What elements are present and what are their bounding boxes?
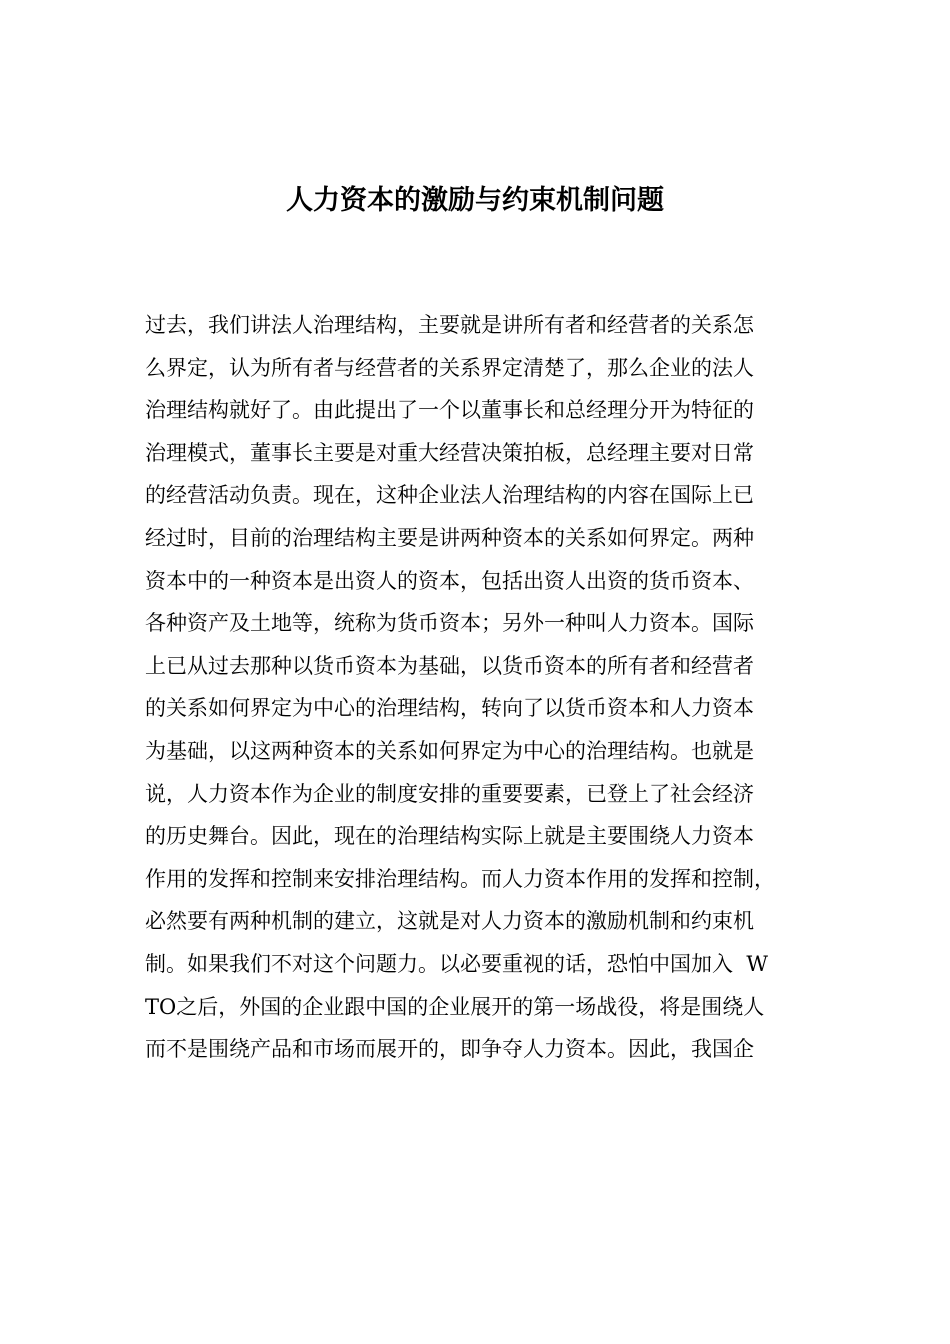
body-line: 必然要有两种机制的建立，这就是对人力资本的激励机制和约束机 (145, 909, 754, 934)
body-line: 治理结构就好了。由此提出了一个以董事长和总经理分开为特征的 (145, 398, 754, 423)
body-line: 的历史舞台。因此，现在的治理结构实际上就是主要围绕人力资本 (145, 824, 754, 849)
body-line: 而不是围绕产品和市场而展开的，即争夺人力资本。因此，我国企 (145, 1037, 754, 1062)
body-line: 资本中的一种资本是出资人的资本，包括出资人出资的货币资本、 (145, 568, 754, 593)
body-line: 么界定，认为所有者与经营者的关系界定清楚了，那么企业的法人 (145, 355, 754, 380)
body-line: TO之后，外国的企业跟中国的企业展开的第一场战役，将是围绕人 (145, 994, 765, 1019)
body-line: 经过时，目前的治理结构主要是讲两种资本的关系如何界定。两种 (145, 525, 754, 550)
body-line: 过去，我们讲法人治理结构，主要就是讲所有者和经营者的关系怎 (145, 313, 754, 337)
body-line: 的关系如何界定为中心的治理结构，转向了以货币资本和人力资本 (145, 696, 754, 721)
body-line: 治理模式，董事长主要是对重大经营决策拍板，总经理主要对日常 (145, 440, 754, 465)
body-line: 制。如果我们不对这个问题力。以必要重视的话，恐怕中国加入 W (145, 951, 768, 976)
body-line: 上已从过去那种以货币资本为基础，以货币资本的所有者和经营者 (145, 653, 754, 678)
document-body (145, 304, 805, 1071)
document-title: 人力资本的激励与约束机制问题 (286, 185, 664, 216)
body-line: 作用的发挥和控制来安排治理结构。而人力资本作用的发挥和控制， (145, 866, 775, 891)
body-line: 各种资产及土地等，统称为货币资本；另外一种叫人力资本。国际 (145, 611, 754, 636)
body-line: 为基础，以这两种资本的关系如何界定为中心的治理结构。也就是 (145, 738, 754, 763)
body-line: 说，人力资本作为企业的制度安排的重要要素，已登上了社会经济 (145, 781, 754, 806)
body-line: 的经营活动负责。现在，这种企业法人治理结构的内容在国际上已 (145, 483, 754, 508)
